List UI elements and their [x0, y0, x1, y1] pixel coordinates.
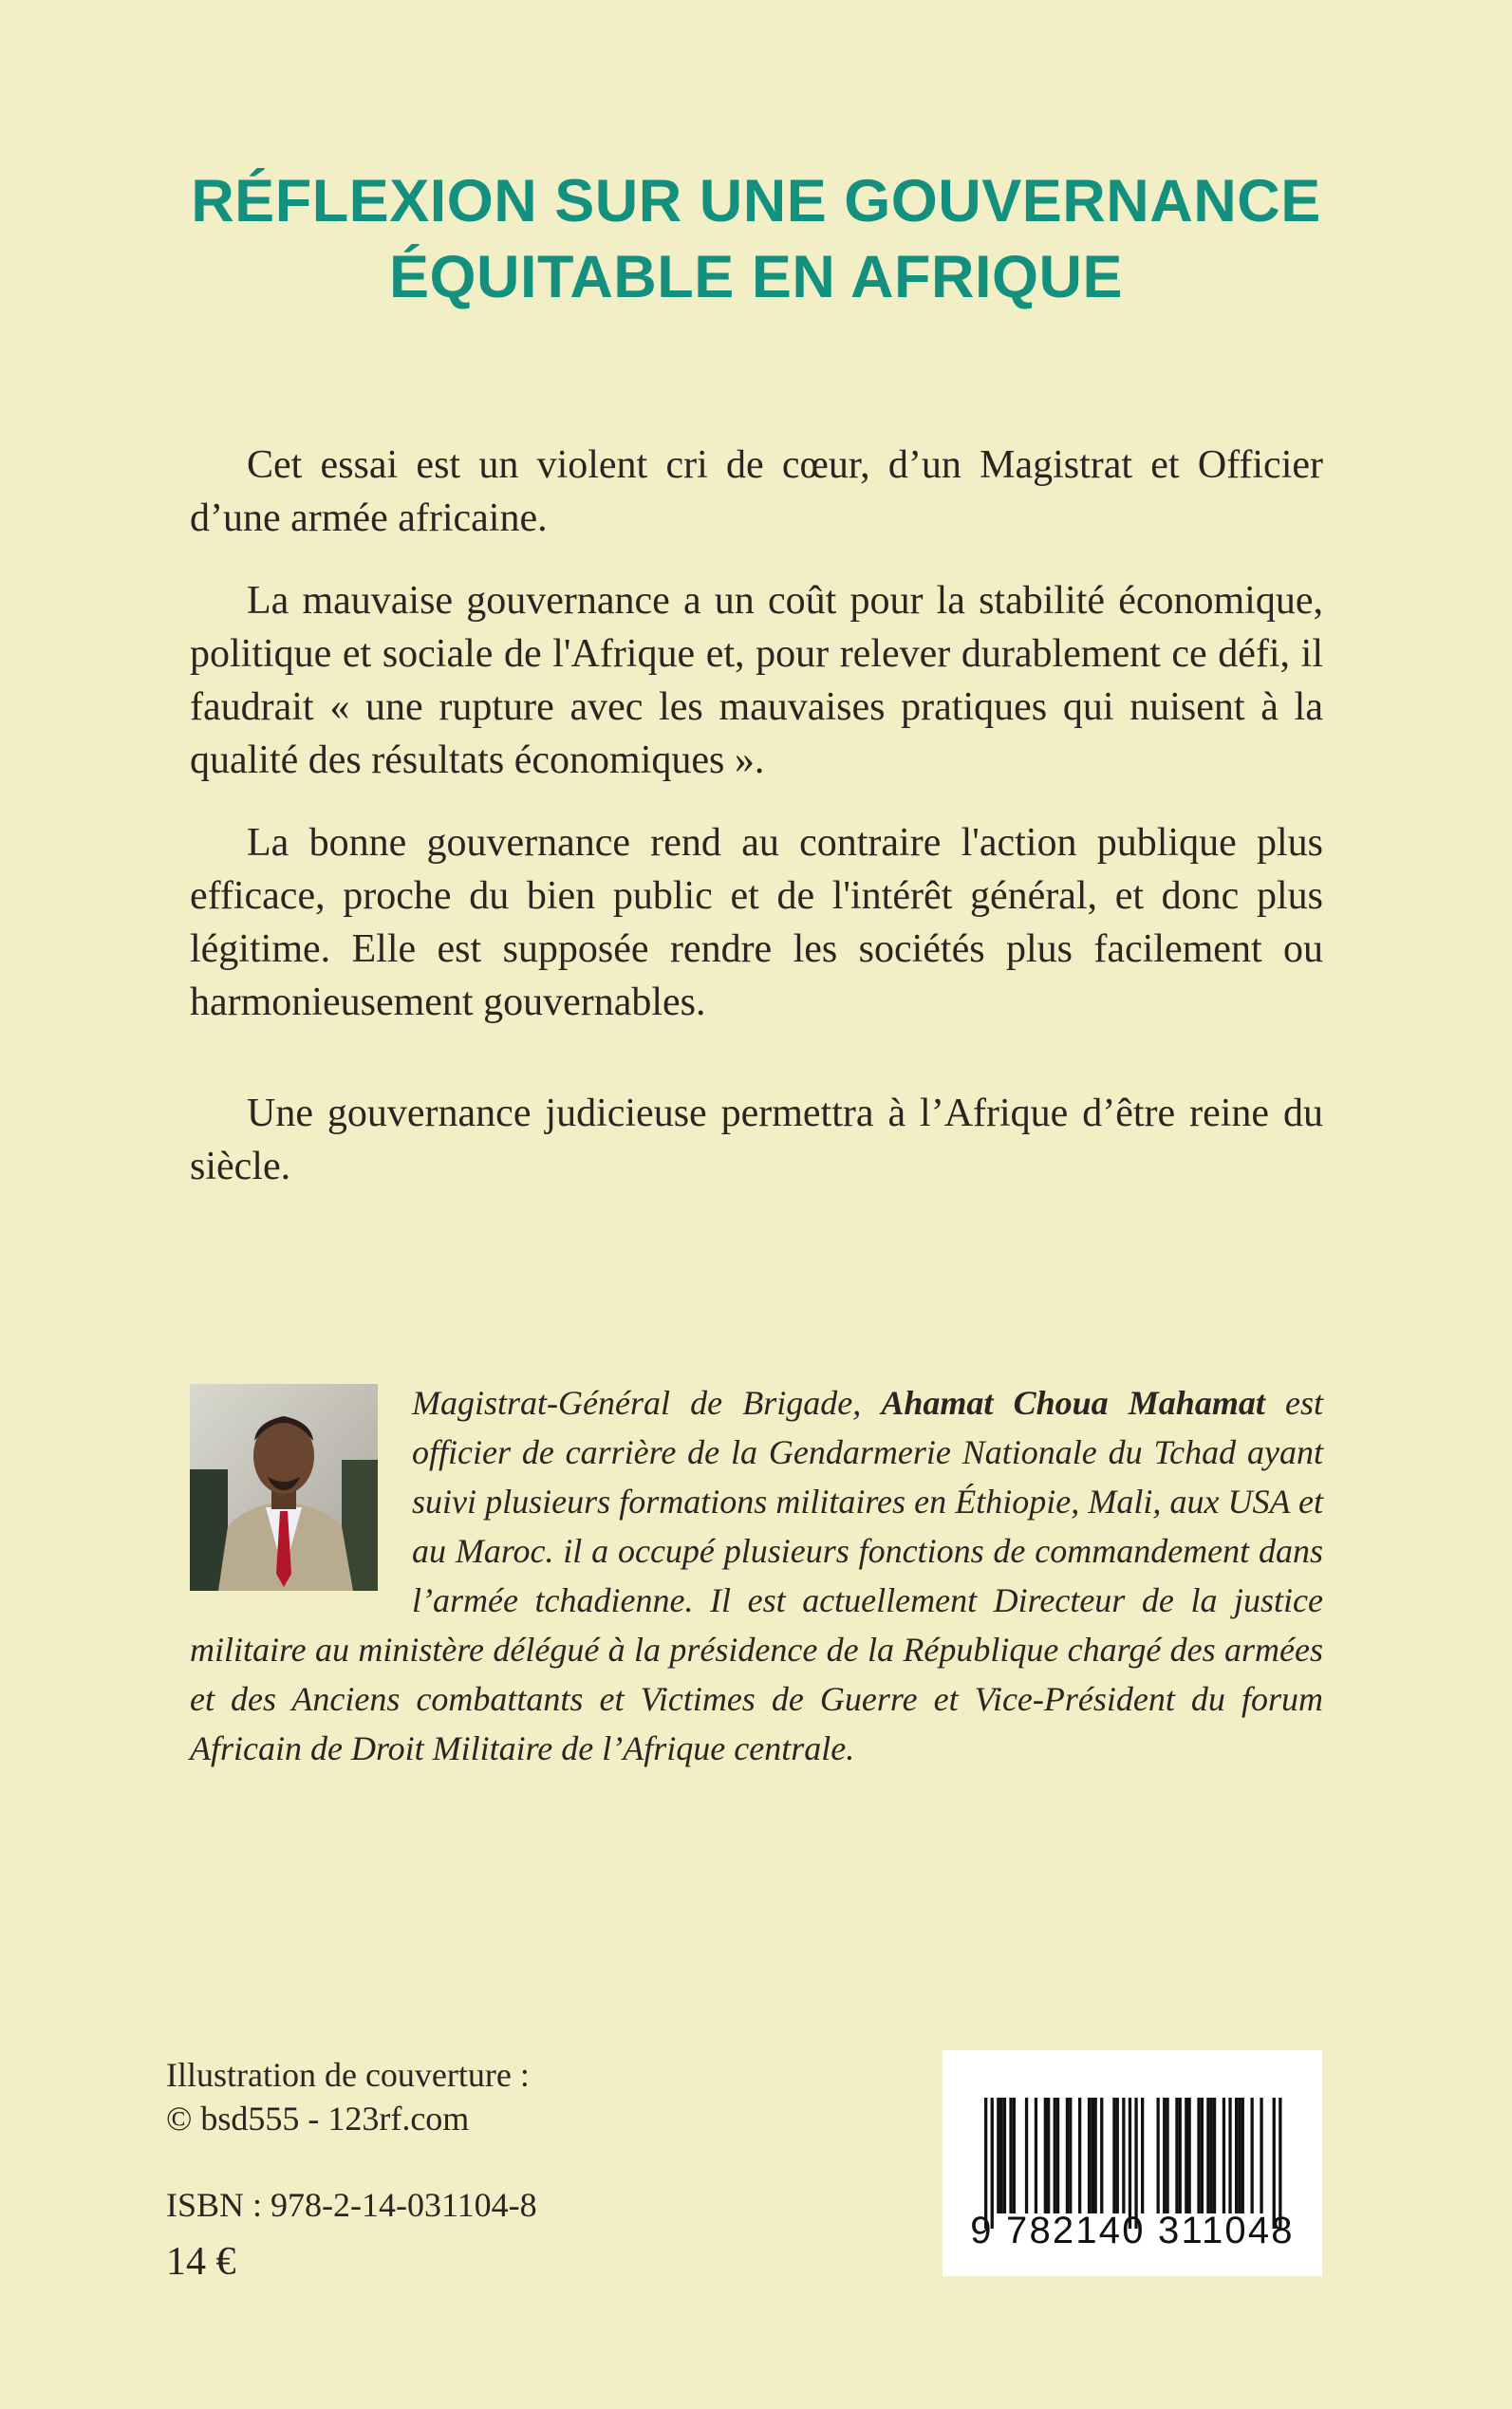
barcode-bar [1116, 2098, 1119, 2213]
barcode-bar [1241, 2098, 1244, 2213]
barcode-bar [1228, 2098, 1231, 2213]
price: 14 € [166, 2240, 236, 2284]
barcode-bar [1078, 2098, 1081, 2213]
blurb-paragraph-3: La bonne gouvernance rend au contraire l'action publique plus efficace, proche du bien public et de l'intérêt général, et donc plus légitime. Elle est supposée rendre les sociétés plus facilement ou harmonieusement gouvernables. [190, 821, 1323, 1024]
barcode-bar [1201, 2098, 1204, 2213]
barcode-bar [1035, 2098, 1037, 2213]
barcode-bar [1025, 2098, 1028, 2213]
barcode-bar [1003, 2098, 1006, 2213]
blurb-paragraph-2: La mauvaise gouvernance a un coût pour la stabilité économique, politique et sociale de l'Afrique et, pour relever durablement ce défi, il faudrait « une rupture avec les mauvaises pratiques qui nuisent à la qualité des résultats économiques ». [190, 579, 1323, 782]
barcode-bar [1238, 2098, 1241, 2213]
barcode-bar [1088, 2098, 1091, 2213]
back-cover-blurb [190, 439, 1323, 1193]
author-prefix: Magistrat-Général de Brigade, [412, 1384, 882, 1422]
barcode-bar [1091, 2098, 1093, 2213]
author-name: Ahamat Choua Mahamat [881, 1384, 1265, 1422]
barcode-bar [1069, 2098, 1072, 2213]
barcode-bar [1163, 2098, 1166, 2213]
barcode-bar [1122, 2098, 1125, 2213]
barcode-bar [1157, 2098, 1160, 2213]
barcode-bar [1009, 2098, 1012, 2213]
barcode [943, 2050, 1322, 2276]
barcode-bar [997, 2098, 999, 2213]
book-title-line-2: ÉQUITABLE EN AFRIQUE [388, 244, 1123, 310]
barcode-bar [1094, 2098, 1097, 2213]
barcode-bar [1210, 2098, 1213, 2213]
author-bio-text: est officier de carrière de la Gendarmerie Nationale du Tchad ayant suivi plusieurs formations militaires en Éthiopie, Mali, aux USA et au Maroc. il a occupé plusieurs fonctions de commandement dans l’armée tchadienne. Il est actuellement Directeur de la justice militaire au ministère délégué à la présidence de la République chargé des armées et des Anciens combattants et Victimes de Guerre et Vice-Président du forum Africain de Droit Militaire de l’Afrique centrale. [190, 1384, 1323, 1767]
barcode-bar [1066, 2098, 1069, 2213]
isbn: ISBN : 978-2-14-031104-8 [166, 2186, 537, 2224]
barcode-bar [1197, 2098, 1200, 2213]
barcode-bar [1175, 2098, 1178, 2213]
barcode-bar [1251, 2098, 1254, 2213]
barcode-bar [1260, 2098, 1262, 2213]
book-title-line-1: RÉFLEXION SUR UNE GOUVERNANCE [191, 168, 1321, 234]
barcode-bar [1185, 2098, 1187, 2213]
barcode-bar [1054, 2098, 1056, 2213]
book-title [0, 163, 1512, 315]
credit-source: © bsd555 - 123rf.com [166, 2100, 470, 2138]
barcode-bar [1056, 2098, 1059, 2213]
barcode-bar [1235, 2098, 1238, 2213]
blurb-paragraph-1: Cet essai est un violent cri de cœur, d’un Magistrat et Officier d’une armée africaine. [190, 443, 1323, 540]
barcode-bar [1166, 2098, 1168, 2213]
barcode-digits: 9 782140 311048 [970, 2210, 1295, 2251]
barcode-bar [1141, 2098, 1144, 2213]
cover-illustration-credit [166, 2053, 530, 2140]
barcode-bar [1112, 2098, 1115, 2213]
barcode-bar [1047, 2098, 1050, 2213]
barcode-bar [1044, 2098, 1047, 2213]
author-photo [190, 1384, 378, 1591]
barcode-bar [1100, 2098, 1103, 2213]
barcode-bar [1179, 2098, 1182, 2213]
barcode-bar [1206, 2098, 1209, 2213]
barcode-bar [1223, 2098, 1225, 2213]
barcode-bar [1013, 2098, 1016, 2213]
blurb-paragraph-4: Une gouvernance judicieuse permettra à l’Afrique d’être reine du siècle. [190, 1092, 1323, 1188]
author-bio-section [190, 1378, 1323, 1773]
barcode-bar [1000, 2098, 1003, 2213]
barcode-bar [1188, 2098, 1191, 2213]
barcode-bar [1213, 2098, 1216, 2213]
credit-label: Illustration de couverture : [166, 2056, 530, 2094]
